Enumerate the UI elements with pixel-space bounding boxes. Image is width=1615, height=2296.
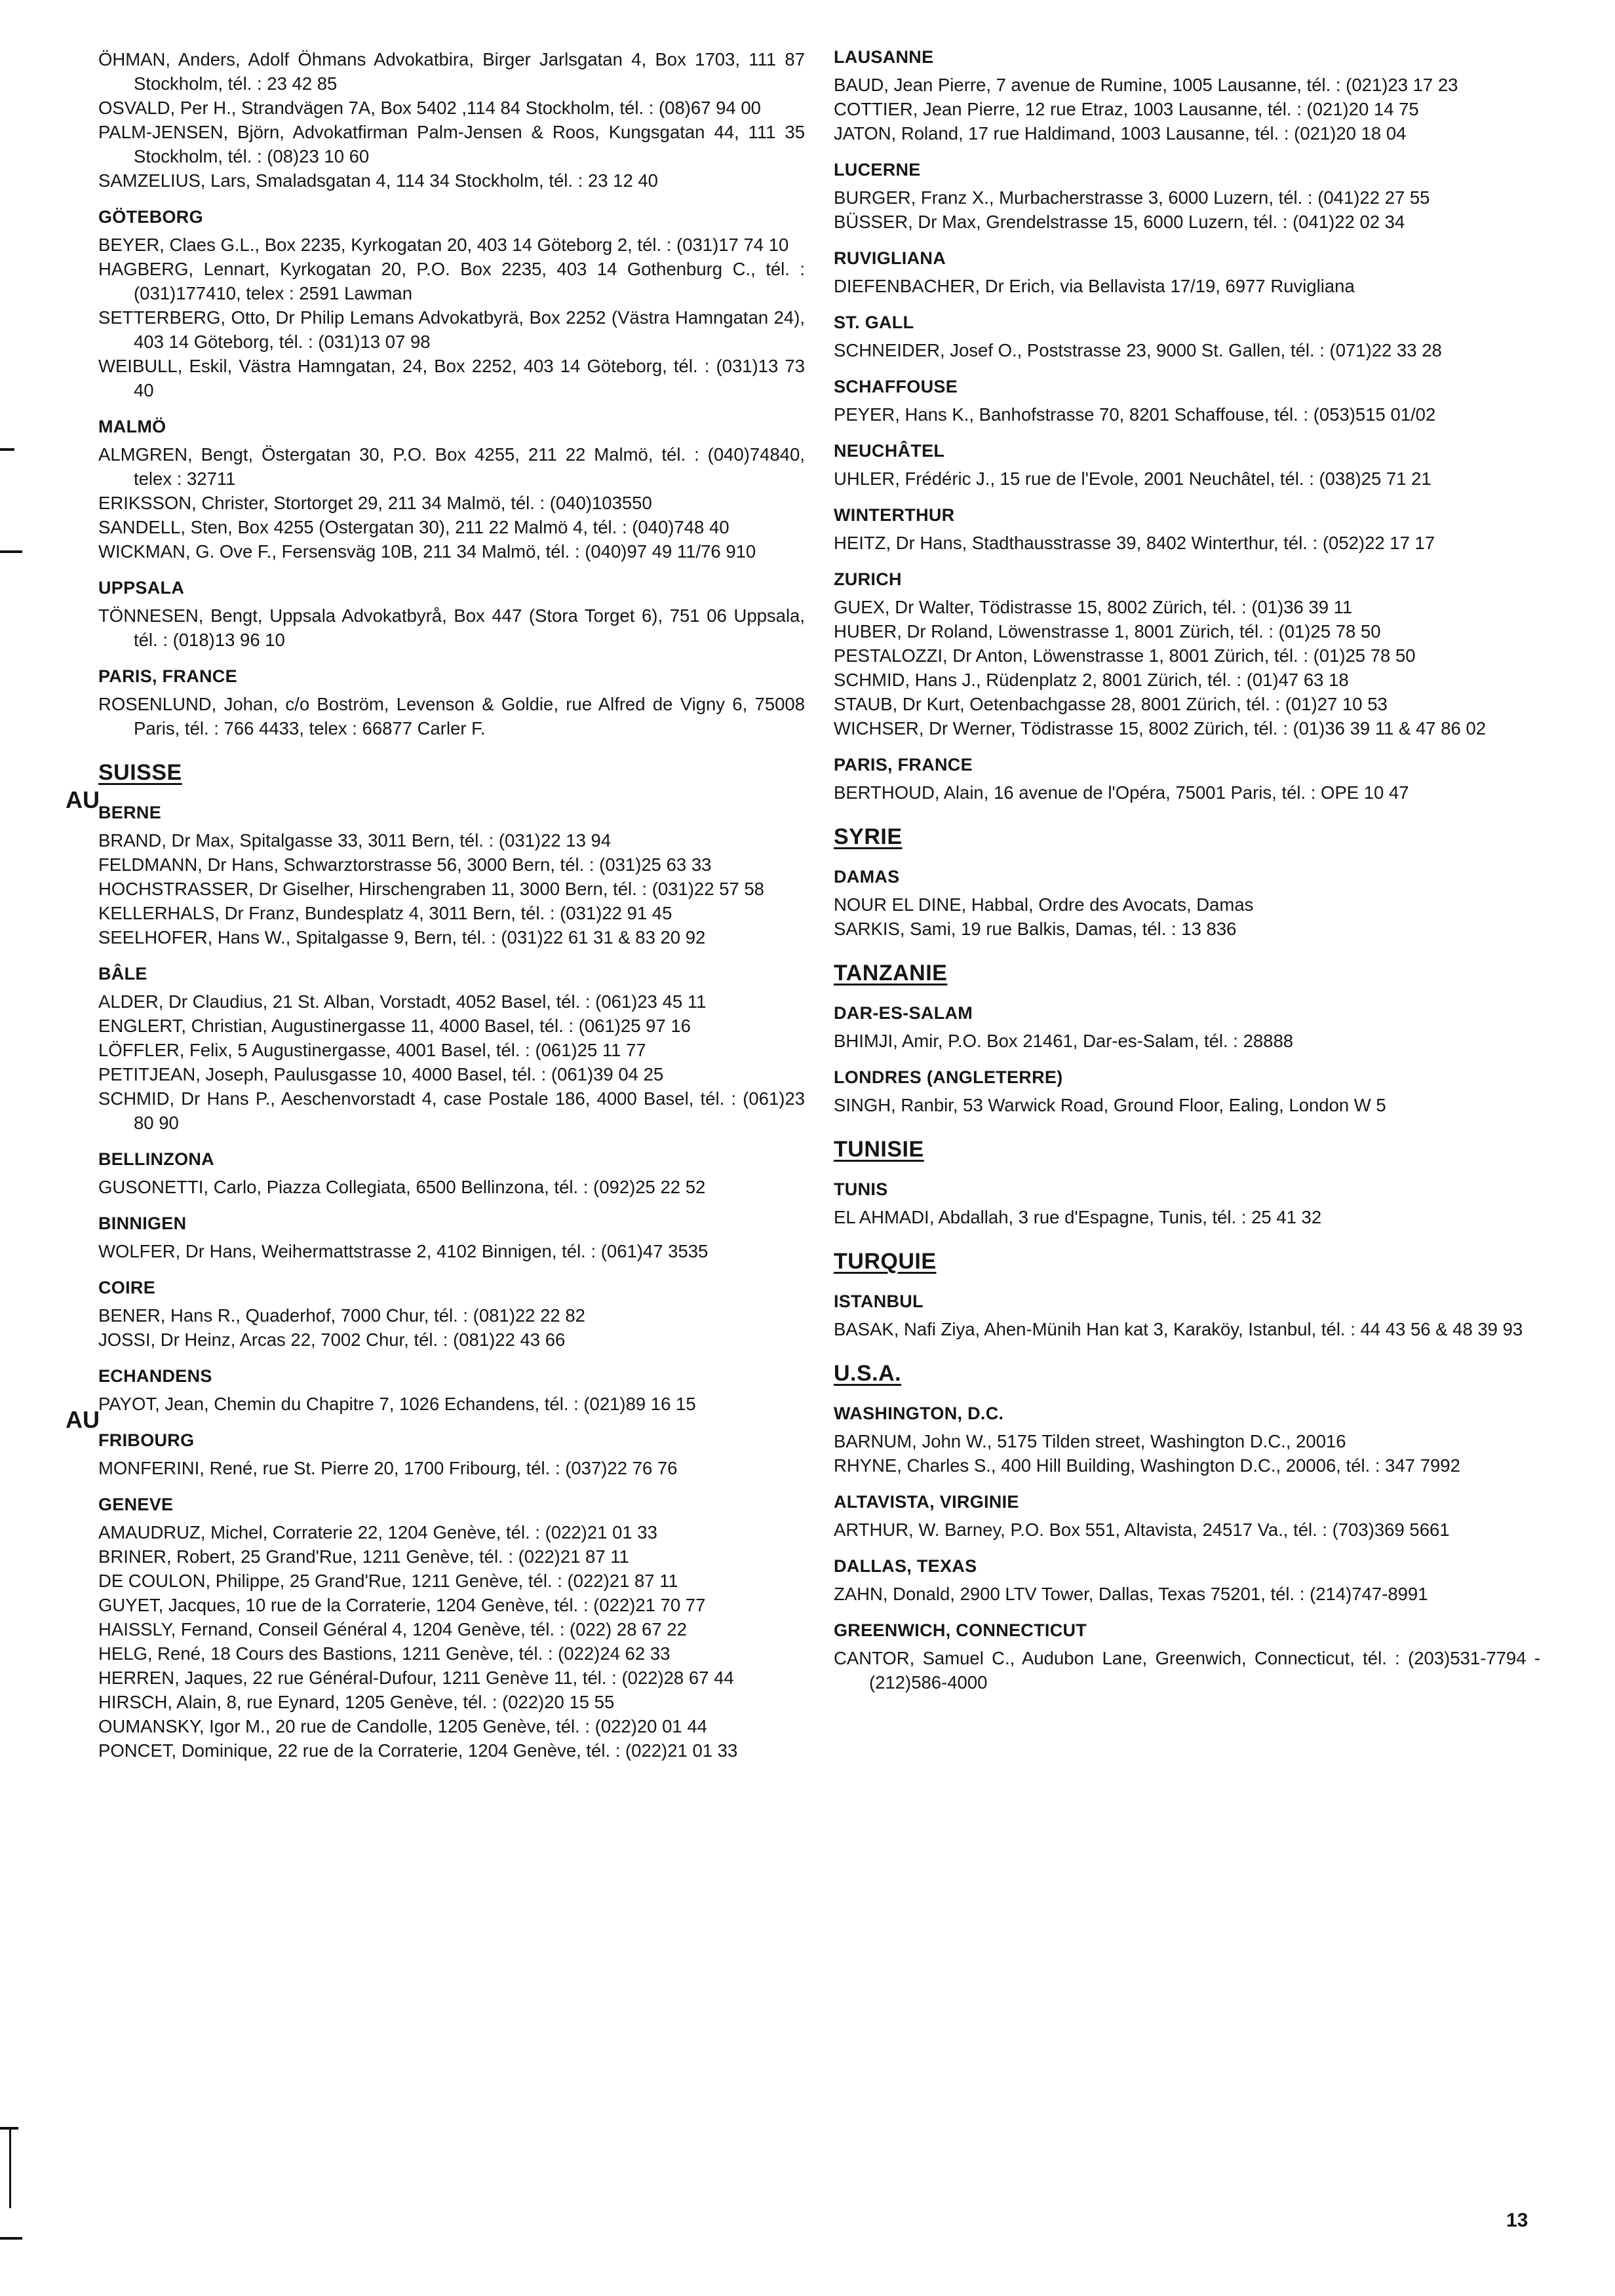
city-heading: ECHANDENS: [98, 1366, 212, 1386]
lawyer-entry: BENER, Hans R., Quaderhof, 7000 Chur, tél. : (081)22 22 82: [98, 1305, 585, 1326]
city-group: [834, 248, 1540, 298]
lawyer-entry: JOSSI, Dr Heinz, Arcas 22, 7002 Chur, tél. : (081)22 43 66: [98, 1330, 566, 1350]
country-section: [834, 1137, 1540, 1229]
lawyer-entry: PAYOT, Jean, Chemin du Chapitre 7, 1026 Echandens, tél. : (021)89 16 15: [98, 1394, 696, 1414]
city-heading: PARIS, FRANCE: [834, 755, 973, 775]
city-heading: UPPSALA: [98, 578, 185, 598]
lawyer-entry: WICHSER, Dr Werner, Tödistrasse 15, 8002 Zürich, tél. : (01)36 39 11 & 47 86 02: [834, 718, 1487, 738]
left-column: [98, 47, 805, 1763]
lawyer-entry: STAUB, Dr Kurt, Oetenbachgasse 28, 8001 Zürich, tél. : (01)27 10 53: [834, 694, 1388, 714]
city-heading: DALLAS, TEXAS: [834, 1556, 977, 1576]
city-group: [834, 441, 1540, 491]
lawyer-entry: SANDELL, Sten, Box 4255 (Ostergatan 30), 211 22 Malmö 4, tél. : (040)748 40: [98, 517, 730, 537]
country-section: [834, 1249, 1540, 1341]
lawyer-entry: SARKIS, Sami, 19 rue Balkis, Damas, tél. : 13 836: [834, 919, 1237, 939]
city-group: [834, 505, 1540, 555]
lawyer-entry: SINGH, Ranbir, 53 Warwick Road, Ground Floor, Ealing, London W 5: [834, 1095, 1386, 1115]
lawyer-entry: RHYNE, Charles S., 400 Hill Building, Washington D.C., 20006, tél. : 347 7992: [834, 1455, 1460, 1476]
lawyer-entry: SETTERBERG, Otto, Dr Philip Lemans Advokatbyrä, Box 2252 (Västra Hamngatan 24), 403 14 Göteborg, tél. : (031)13 07 98: [98, 307, 805, 352]
city-group: [98, 1430, 805, 1480]
city-group: [834, 755, 1540, 805]
lawyer-entry: UHLER, Frédéric J., 15 rue de l'Evole, 2001 Neuchâtel, tél. : (038)25 71 21: [834, 469, 1431, 489]
lawyer-entry: FELDMANN, Dr Hans, Schwarztorstrasse 56, 3000 Bern, tél. : (031)25 63 33: [98, 854, 712, 875]
country-section: [834, 47, 1540, 805]
city-heading: ISTANBUL: [834, 1292, 924, 1311]
lawyer-entry: HUBER, Dr Roland, Löwenstrasse 1, 8001 Zürich, tél. : (01)25 78 50: [834, 621, 1381, 641]
lawyer-entry: PONCET, Dominique, 22 rue de la Corraterie, 1204 Genève, tél. : (022)21 01 33: [98, 1740, 738, 1761]
city-group: [98, 964, 805, 1135]
lawyer-entry: WEIBULL, Eskil, Västra Hamngatan, 24, Box 2252, 403 14 Göteborg, tél. : (031)13 73 40: [98, 356, 805, 400]
city-heading: ST. GALL: [834, 313, 914, 332]
country-section: [834, 961, 1540, 1117]
lawyer-entry: HERREN, Jaques, 22 rue Général-Dufour, 1211 Genève 11, tél. : (022)28 67 44: [98, 1668, 734, 1688]
lawyer-entry: COTTIER, Jean Pierre, 12 rue Etraz, 1003 Lausanne, tél. : (021)20 14 75: [834, 99, 1419, 119]
page-number: 13: [1506, 2210, 1528, 2231]
country-section: [98, 760, 805, 1763]
lawyer-entry: CANTOR, Samuel C., Audubon Lane, Greenwich, Connecticut, tél. : (203)531-7794 - (212)586-4000: [834, 1648, 1540, 1693]
margin-tick: [0, 550, 22, 553]
city-group: [98, 1214, 805, 1263]
lawyer-entry: GUEX, Dr Walter, Tödistrasse 15, 8002 Zürich, tél. : (01)36 39 11: [834, 597, 1353, 617]
lawyer-entry: BHIMJI, Amir, P.O. Box 21461, Dar-es-Salam, tél. : 28888: [834, 1031, 1294, 1051]
city-group: [98, 666, 805, 740]
lawyer-entry: HEITZ, Dr Hans, Stadthausstrasse 39, 8402 Winterthur, tél. : (052)22 17 17: [834, 533, 1435, 553]
country-section: [834, 1361, 1540, 1694]
city-heading: WASHINGTON, D.C.: [834, 1404, 1004, 1423]
lawyer-entry: ÖHMAN, Anders, Adolf Öhmans Advokatbira, Birger Jarlsgatan 4, Box 1703, 111 87 Stockholm, tél. : 23 42 85: [98, 49, 805, 94]
lawyer-entry: HIRSCH, Alain, 8, rue Eynard, 1205 Genève, tél. : (022)20 15 55: [98, 1692, 615, 1712]
city-group: [834, 1404, 1540, 1478]
country-heading: TURQUIE: [834, 1249, 937, 1274]
country-heading: TUNISIE: [834, 1137, 924, 1162]
right-column: [834, 47, 1540, 1694]
city-group: [834, 1292, 1540, 1341]
lawyer-entry: OSVALD, Per H., Strandvägen 7A, Box 5402 ,114 84 Stockholm, tél. : (08)67 94 00: [98, 98, 761, 118]
city-group: [98, 578, 805, 652]
lawyer-entry: EL AHMADI, Abdallah, 3 rue d'Espagne, Tunis, tél. : 25 41 32: [834, 1207, 1322, 1227]
city-group: [98, 1495, 805, 1763]
country-section: [834, 824, 1540, 941]
city-group: [98, 47, 805, 193]
lawyer-entry: ZAHN, Donald, 2900 LTV Tower, Dallas, Texas 75201, tél. : (214)747-8991: [834, 1584, 1428, 1604]
margin-tick: [0, 2237, 22, 2240]
margin-mark-au: AU: [66, 1406, 100, 1433]
city-group: [834, 1067, 1540, 1117]
lawyer-entry: SEELHOFER, Hans W., Spitalgasse 9, Bern, tél. : (031)22 61 31 & 83 20 92: [98, 927, 706, 947]
country-heading: TANZANIE: [834, 961, 948, 985]
country-heading: U.S.A.: [834, 1361, 902, 1386]
lawyer-entry: BASAK, Nafi Ziya, Ahen-Münih Han kat 3, Karaköy, Istanbul, tél. : 44 43 56 & 48 39 93: [834, 1319, 1523, 1339]
city-heading: MALMÖ: [98, 417, 166, 436]
lawyer-entry: DIEFENBACHER, Dr Erich, via Bellavista 17/19, 6977 Ruvigliana: [834, 276, 1355, 296]
city-heading: BELLINZONA: [98, 1149, 214, 1169]
lawyer-entry: BAUD, Jean Pierre, 7 avenue de Rumine, 1005 Lausanne, tél. : (021)23 17 23: [834, 75, 1458, 95]
lawyer-entry: AMAUDRUZ, Michel, Corraterie 22, 1204 Genève, tél. : (022)21 01 33: [98, 1522, 657, 1542]
city-heading: BERNE: [98, 803, 162, 822]
city-group: [98, 803, 805, 949]
lawyer-entry: BERTHOUD, Alain, 16 avenue de l'Opéra, 75001 Paris, tél. : OPE 10 47: [834, 782, 1409, 803]
city-heading: RUVIGLIANA: [834, 248, 946, 268]
lawyer-entry: BURGER, Franz X., Murbacherstrasse 3, 6000 Luzern, tél. : (041)22 27 55: [834, 187, 1430, 208]
lawyer-entry: PESTALOZZI, Dr Anton, Löwenstrasse 1, 8001 Zürich, tél. : (01)25 78 50: [834, 645, 1416, 666]
lawyer-entry: OUMANSKY, Igor M., 20 rue de Candolle, 1205 Genève, tél. : (022)20 01 44: [98, 1716, 707, 1736]
city-heading: ALTAVISTA, VIRGINIE: [834, 1492, 1019, 1512]
city-heading: LUCERNE: [834, 160, 921, 180]
lawyer-entry: ROSENLUND, Johan, c/o Boström, Levenson & Goldie, rue Alfred de Vigny 6, 75008 Paris, tél. : 766 4433, telex : 66877 Carler F.: [98, 694, 805, 738]
lawyer-entry: ENGLERT, Christian, Augustinergasse 11, 4000 Basel, tél. : (061)25 97 16: [98, 1016, 691, 1036]
lawyer-entry: PETITJEAN, Joseph, Paulusgasse 10, 4000 Basel, tél. : (061)39 04 25: [98, 1064, 664, 1084]
lawyer-entry: ARTHUR, W. Barney, P.O. Box 551, Altavista, 24517 Va., tél. : (703)369 5661: [834, 1520, 1450, 1540]
lawyer-entry: SCHMID, Hans J., Rüdenplatz 2, 8001 Zürich, tél. : (01)47 63 18: [834, 670, 1349, 690]
lawyer-entry: HAGBERG, Lennart, Kyrkogatan 20, P.O. Box 2235, 403 14 Gothenburg C., tél. : (031)177410, telex : 2591 Lawman: [98, 259, 805, 303]
city-group: [834, 1003, 1540, 1053]
lawyer-entry: HOCHSTRASSER, Dr Giselher, Hirschengraben 11, 3000 Bern, tél. : (031)22 57 58: [98, 879, 764, 899]
lawyer-entry: WOLFER, Dr Hans, Weihermattstrasse 2, 4102 Binnigen, tél. : (061)47 3535: [98, 1241, 709, 1261]
lawyer-entry: HELG, René, 18 Cours des Bastions, 1211 Genève, tél. : (022)24 62 33: [98, 1643, 671, 1664]
lawyer-entry: SAMZELIUS, Lars, Smaladsgatan 4, 114 34 Stockholm, tél. : 23 12 40: [98, 170, 658, 191]
city-group: [834, 377, 1540, 427]
city-heading: COIRE: [98, 1278, 156, 1297]
margin-tick: [0, 448, 14, 451]
city-group: [834, 160, 1540, 234]
margin-rule: [9, 2127, 11, 2208]
country-heading: SUISSE: [98, 760, 182, 785]
city-heading: LONDRES (ANGLETERRE): [834, 1067, 1063, 1087]
city-heading: ZURICH: [834, 569, 902, 589]
city-heading: PARIS, FRANCE: [98, 666, 237, 686]
country-section: [98, 47, 805, 740]
lawyer-entry: BÜSSER, Dr Max, Grendelstrasse 15, 6000 Luzern, tél. : (041)22 02 34: [834, 212, 1405, 232]
lawyer-entry: MONFERINI, René, rue St. Pierre 20, 1700 Fribourg, tél. : (037)22 76 76: [98, 1458, 678, 1478]
city-heading: LAUSANNE: [834, 47, 934, 67]
city-heading: GENEVE: [98, 1495, 174, 1514]
country-heading: SYRIE: [834, 824, 903, 849]
city-group: [834, 1179, 1540, 1229]
city-group: [834, 867, 1540, 941]
lawyer-entry: BARNUM, John W., 5175 Tilden street, Washington D.C., 20016: [834, 1431, 1346, 1451]
city-heading: SCHAFFOUSE: [834, 377, 958, 396]
lawyer-entry: BRINER, Robert, 25 Grand'Rue, 1211 Genève, tél. : (022)21 87 11: [98, 1546, 629, 1567]
city-heading: GREENWICH, CONNECTICUT: [834, 1620, 1087, 1640]
lawyer-entry: ALMGREN, Bengt, Östergatan 30, P.O. Box 4255, 211 22 Malmö, tél. : (040)74840, telex : 32711: [98, 444, 805, 489]
city-group: [98, 1278, 805, 1352]
lawyer-entry: HAISSLY, Fernand, Conseil Général 4, 1204 Genève, tél. : (022) 28 67 22: [98, 1619, 687, 1639]
lawyer-entry: ALDER, Dr Claudius, 21 St. Alban, Vorstadt, 4052 Basel, tél. : (061)23 45 11: [98, 991, 707, 1012]
lawyer-entry: JATON, Roland, 17 rue Haldimand, 1003 Lausanne, tél. : (021)20 18 04: [834, 123, 1407, 144]
lawyer-entry: BEYER, Claes G.L., Box 2235, Kyrkogatan 20, 403 14 Göteborg 2, tél. : (031)17 74 10: [98, 235, 789, 255]
city-heading: GÖTEBORG: [98, 207, 203, 227]
city-heading: TUNIS: [834, 1179, 888, 1199]
city-group: [834, 1620, 1540, 1694]
lawyer-entry: BRAND, Dr Max, Spitalgasse 33, 3011 Bern, tél. : (031)22 13 94: [98, 830, 612, 851]
city-group: [98, 207, 805, 402]
lawyer-entry: GUYET, Jacques, 10 rue de la Corraterie, 1204 Genève, tél. : (022)21 70 77: [98, 1595, 706, 1615]
lawyer-entry: DE COULON, Philippe, 25 Grand'Rue, 1211 Genève, tél. : (022)21 87 11: [98, 1571, 678, 1591]
lawyer-entry: PEYER, Hans K., Banhofstrasse 70, 8201 Schaffouse, tél. : (053)515 01/02: [834, 404, 1436, 425]
city-group: [834, 569, 1540, 740]
lawyer-entry: GUSONETTI, Carlo, Piazza Collegiata, 6500 Bellinzona, tél. : (092)25 22 52: [98, 1177, 706, 1197]
lawyer-entry: PALM-JENSEN, Björn, Advokatfirman Palm-Jensen & Roos, Kungsgatan 44, 111 35 Stockholm, tél. : (08)23 10 60: [98, 122, 805, 166]
city-heading: WINTERTHUR: [834, 505, 955, 525]
city-heading: BÂLE: [98, 964, 147, 984]
lawyer-entry: WICKMAN, G. Ove F., Fersensväg 10B, 211 34 Malmö, tél. : (040)97 49 11/76 910: [98, 541, 756, 562]
lawyer-entry: TÖNNESEN, Bengt, Uppsala Advokatbyrå, Box 447 (Stora Torget 6), 751 06 Uppsala, tél. : (018)13 96 10: [98, 605, 805, 650]
city-group: [98, 417, 805, 564]
city-heading: FRIBOURG: [98, 1430, 195, 1450]
lawyer-entry: ERIKSSON, Christer, Stortorget 29, 211 34 Malmö, tél. : (040)103550: [98, 493, 652, 513]
city-group: [834, 47, 1540, 145]
city-group: [98, 1366, 805, 1416]
lawyer-entry: NOUR EL DINE, Habbal, Ordre des Avocats, Damas: [834, 894, 1254, 915]
city-group: [834, 313, 1540, 362]
city-heading: BINNIGEN: [98, 1214, 187, 1233]
lawyer-entry: LÖFFLER, Felix, 5 Augustinergasse, 4001 Basel, tél. : (061)25 11 77: [98, 1040, 646, 1060]
city-heading: DAR-ES-SALAM: [834, 1003, 973, 1023]
city-group: [834, 1492, 1540, 1542]
lawyer-entry: SCHNEIDER, Josef O., Poststrasse 23, 9000 St. Gallen, tél. : (071)22 33 28: [834, 340, 1442, 360]
city-heading: DAMAS: [834, 867, 900, 887]
lawyer-entry: KELLERHALS, Dr Franz, Bundesplatz 4, 3011 Bern, tél. : (031)22 91 45: [98, 903, 672, 923]
city-group: [98, 1149, 805, 1199]
margin-mark-au: AU: [66, 786, 100, 813]
city-group: [834, 1556, 1540, 1606]
city-heading: NEUCHÂTEL: [834, 441, 945, 461]
lawyer-entry: SCHMID, Dr Hans P., Aeschenvorstadt 4, case Postale 186, 4000 Basel, tél. : (061)23 80 90: [98, 1088, 805, 1133]
